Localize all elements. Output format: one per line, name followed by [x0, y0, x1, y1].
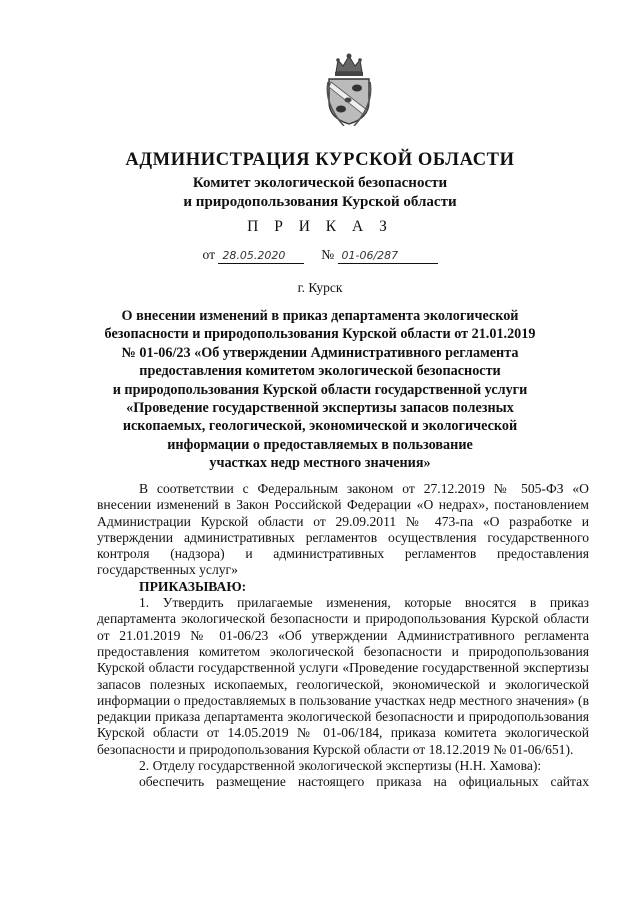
subject-line: участках недр местного значения» [209, 455, 431, 472]
document-type: П Р И К А З [247, 218, 393, 235]
city: г. Курск [297, 280, 343, 295]
committee-name [0, 174, 640, 212]
subject-line: № 01-06/23 «Об утверждении Административного регламента [121, 344, 519, 361]
subject-line: информации о предоставляемых в пользование [167, 436, 473, 453]
item-2-continuation: обеспечить размещение настоящего приказа на официальных сайтах [139, 774, 589, 790]
order-word: ПРИКАЗЫВАЮ: [139, 578, 247, 594]
administration-title: АДМИНИСТРАЦИЯ КУРСКОЙ ОБЛАСТИ [125, 150, 515, 170]
order-body [97, 481, 589, 791]
subject-line: «Проведение государственной экспертизы запасов полезных [126, 400, 514, 417]
subject-line: О внесении изменений в приказ департамента экологической [121, 308, 519, 324]
subject-line: предоставления комитетом экологической безопасности [139, 363, 501, 380]
preamble-paragraph: В соответствии с Федеральным законом от 27.12.2019 № 505-ФЗ «О внесении изменений в Закон Российской Федерации «О недрах», постановлением Администрации Курской области от 29.09.2011 № 473-па «О разработке и утверждении административных регламентов осуществления государственного контроля (надзора) и административных регламентов предоставления государственных услуг» [97, 481, 589, 578]
number-prefix: № [321, 247, 335, 262]
kursk-coat-of-arms-icon [324, 52, 374, 126]
item-1-paragraph: 1. Утвердить прилагаемые изменения, которые вносятся в приказ департамента экологической безопасности и природопользования Курской области от 21.01.2019 № 01-06/23 «Об утверждении Административного регламента предоставления комитетом экологической безопасности и природопользования Курской области государственной услуги «Проведение государственной экспертизы запасов полезных ископаемых, геологической, экономической и экологической информации о предоставляемых в пользование участках недр местного значения» (в редакции приказа департамента экологической безопасности и природопользования Курской области от 14.05.2019 № 01-06/184, приказа комитета экологической безопасности и природопользования Курской области от 18.12.2019 № 01-06/651). [97, 595, 589, 757]
order-subject [0, 307, 640, 473]
subject-line: ископаемых, геологической, экономической и экологической [122, 418, 518, 435]
date-prefix: от [202, 247, 215, 262]
order-date: 28.05.2020 [218, 249, 304, 264]
order-number: 01-06/287 [338, 249, 438, 264]
committee-line-1: Комитет экологической безопасности [192, 175, 448, 191]
order-date-number [0, 247, 640, 264]
subject-line: безопасности и природопользования Курской области от 21.01.2019 [104, 326, 536, 343]
subject-line: и природопользования Курской области государственной услуги [112, 381, 528, 398]
committee-line-2: и природопользования Курской области [183, 194, 457, 210]
item-2-paragraph: 2. Отделу государственной экологической экспертизы (Н.Н. Хамова): [139, 758, 542, 774]
